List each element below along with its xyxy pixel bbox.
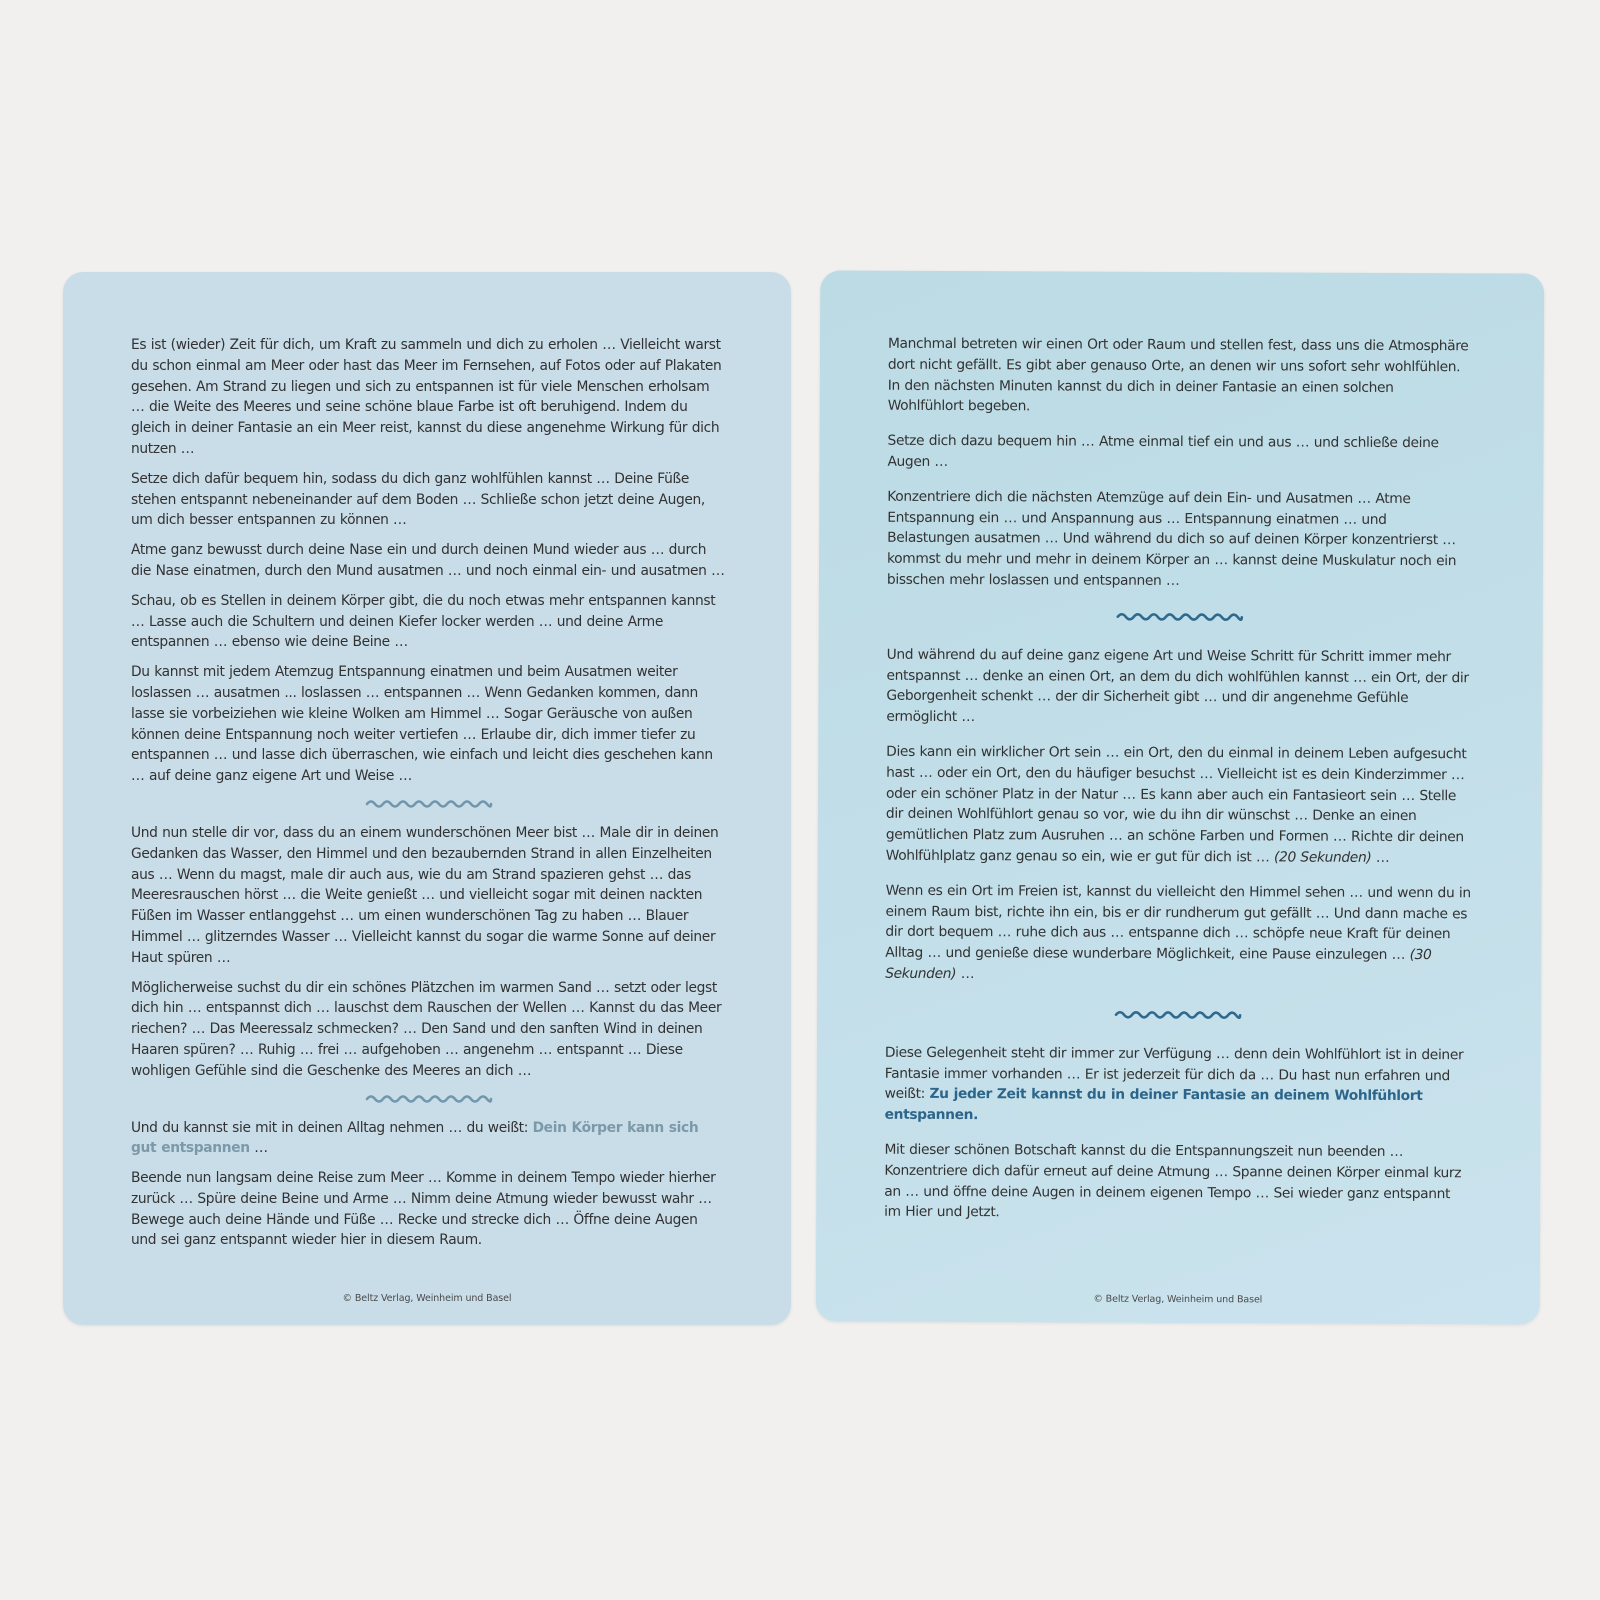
text-segment: …: [1371, 849, 1390, 866]
left-paragraph-sit: Setze dich dafür bequem hin, sodass du dich ganz wohlfühlen kannst … Deine Füße stehen entspannt nebeneinander auf dem Boden … Schließe schon jetzt deine Augen, um dich besser entspannen zu können …: [131, 470, 705, 529]
text-segment: …: [249, 1140, 268, 1157]
left-paragraph-sand: Möglicherweise suchst du dir ein schönes Plätzchen im warmen Sand … setzt oder legst dich hin … entspannst dich … lauschst dem Rauschen der Wellen … Kannst du das Meer riechen? … Das Meeressalz schmecken? … Den Sand und den sanften Wind in deinen Haaren spüren? … Ruhig … frei … aufgehoben … angenehm … entspannt … Diese wohligen Gefühle sind die Geschenke des Meeres an dich …: [131, 979, 722, 1079]
pause-note: (20 Sekunden): [1273, 849, 1372, 866]
wave-divider-icon: [365, 797, 493, 811]
wave-divider-icon: [1116, 609, 1244, 624]
text-segment: Und du kannst sie mit in deinen Alltag nehmen … du weißt:: [131, 1119, 533, 1136]
right-paragraph-breathe: Konzentriere dich die nächsten Atemzüge auf dein Ein- und Ausatmen … Atme Entspannung ein … und Anspannung aus … Entspannung einatmen … und Belastungen ausatmen … Und während du dich so auf deinen Körper konzentrierst … kommst du mehr und mehr in deinem Körper an … kannst deine Muskulatur noch ein bisschen mehr loslassen und entspannen …: [886, 488, 1457, 589]
pause-note: (30 Sekunden): [885, 947, 1432, 982]
left-card: [63, 272, 791, 1325]
text-segment: Dies kann ein wirklicher Ort sein … ein Ort, den du einmal in deinem Leben aufgesucht hast … oder ein Ort, den du häufiger besuchst … Vielleicht ist es dein Kinderzimmer … oder ein schöner Platz in der Natur … Es kann aber auch ein Fantasieort sein … Stelle dir deinen Wohlfühlort genau so vor, wie du ihn dir wünschst … Denke an einen gemütlichen Platz zum Ausruhen … an schöne Farben und Formen … Richte dir deinen Wohlfühlplatz ganz genau so ein, wie er gut für dich ist …: [885, 743, 1467, 866]
left-paragraph-relax: Du kannst mit jedem Atemzug Entspannung einatmen und beim Ausatmen weiter loslassen … ausatmen ... loslassen … entspannen … Wenn Gedanken kommen, dann lasse sie vorbeiziehen wie kleine Wolken am Himmel … Sogar Geräusche von außen können deine Entspannung noch weiter vertiefen … Erlaube dir, dich immer tiefer zu entspannen … und lasse dich überraschen, wie einfach und leicht dies geschehen kann … auf deine ganz eigene Art und Weise …: [131, 664, 713, 785]
right-paragraph-real-place: [886, 742, 1473, 869]
emphasis-text: Dein Körper kann sich gut entspannen: [131, 1119, 699, 1157]
text-segment: Diese Gelegenheit steht dir immer zur Verfügung … denn dein Wohlfühlort ist in deiner Fantasie immer vorhanden … Er ist jederzeit für dich da … Du hast nun erfahren und weißt:: [884, 1044, 1464, 1103]
copyright-footer: © Beltz Verlag, Weinheim und Basel: [1093, 1293, 1263, 1306]
left-paragraph-ending: Beende nun langsam deine Reise zum Meer … Komme in deinem Tempo wieder hierher zurück … Spüre deine Beine und Arme … Nimm deine Atmung wieder bewusst wahr … Bewege auch deine Hände und Füße … Recke und strecke dich … Öffne deine Augen und sei ganz entspannt wieder hier in diesem Raum.: [131, 1170, 716, 1249]
copyright-footer: © Beltz Verlag, Weinheim und Basel: [342, 1293, 512, 1304]
text-segment: …: [956, 965, 975, 983]
left-paragraph-body: Schau, ob es Stellen in deinem Körper gibt, die du noch etwas mehr entspannen kannst … Lasse auch die Schultern und deinen Kiefer locker werden … und deine Arme entspannen … ebenso wie deine Beine …: [131, 592, 716, 651]
wave-divider-icon: [365, 1092, 493, 1106]
left-paragraph-intro: Es ist (wieder) Zeit für dich, um Kraft zu sammeln und dich zu erholen … Vielleicht warst du schon einmal am Meer oder hast das Meer im Fernsehen, auf Fotos oder auf Plakaten gesehen. Am Strand zu liegen und sich zu entspannen ist für viele Menschen erholsam … die Weite des Meeres und seine schöne blaue Farbe ist oft beruhigend. Indem du gleich in deiner Fantasie an ein Meer reist, kannst du diese angenehme Wirkung für dich nutzen …: [131, 337, 722, 457]
text-segment: Wenn es ein Ort im Freien ist, kannst du vielleicht den Himmel sehen … und wenn du in einem Raum bist, richte ihn ein, bis er dir rundherum gut gefällt … Und dann mache es dir dort bequem … ruhe dich aus … entspanne dich … schöpfe neue Kraft für deinen Alltag … und genieße diese wunderbare Möglichkeit, eine Pause einzulegen …: [885, 882, 1471, 964]
wave-divider-icon: [1114, 1007, 1242, 1022]
right-paragraph-place: Und während du auf deine ganz eigene Art und Weise Schritt für Schritt immer mehr entspannst … denke an einen Ort, an dem du dich wohlfühlen kannst … ein Ort, der dir Geborgenheit schenkt … der dir Sicherheit gibt … und dir angenehme Gefühle ermöglicht …: [886, 646, 1469, 726]
right-paragraph-ending: Mit dieser schönen Botschaft kannst du die Entspannungszeit nun beenden … Konzentriere dich dafür erneut auf deine Atmung … Spanne deinen Körper einmal kurz an … und öffne deine Augen in deinem eigenen Tempo … Sei wieder ganz entspannt im Hier und Jetzt.: [884, 1141, 1462, 1221]
left-paragraph-breathe: Atme ganz bewusst durch deine Nase ein und durch deinen Mund wieder aus … durch die Nase einatmen, durch den Mund ausatmen … und noch einmal ein- und ausatmen …: [131, 542, 725, 579]
right-paragraph-outdoors: [885, 880, 1471, 987]
right-paragraph-opportunity: [885, 1042, 1471, 1128]
left-paragraph-take-along: [131, 1118, 727, 1160]
right-paragraph-sit: Setze dich dazu bequem hin … Atme einmal tief ein und aus … und schließe deine Augen …: [887, 432, 1439, 470]
emphasis-text: Zu jeder Zeit kannst du in deiner Fantasie an deinem Wohlfühlort entspannen.: [884, 1086, 1423, 1124]
right-paragraph-intro: Manchmal betreten wir einen Ort oder Raum und stellen fest, dass uns die Atmosphäre dort nicht gefällt. Es gibt aber genauso Orte, an denen wir uns sofort sehr wohlfühlen. In den nächsten Minuten kannst du dich in deiner Fantasie an einen solchen Wohlfühlort begeben.: [887, 335, 1469, 415]
right-card: [816, 270, 1545, 1324]
left-paragraph-sea: Und nun stelle dir vor, dass du an einem wunderschönen Meer bist … Male dir in deinen Gedanken das Wasser, den Himmel und den bezaubernden Strand in allen Einzelheiten aus … Wenn du magst, male dir auch aus, wie du am Strand spazieren gehst … das Meeresrauschen hörst … die Weite genießt … und vielleicht sogar mit deinen nackten Füßen im Wasser entlanggehst … um einen wunderschönen Tag zu haben … Blauer Himmel … glitzerndes Wasser … Vielleicht kannst du sogar die warme Sonne auf deiner Haut spüren …: [131, 824, 719, 966]
